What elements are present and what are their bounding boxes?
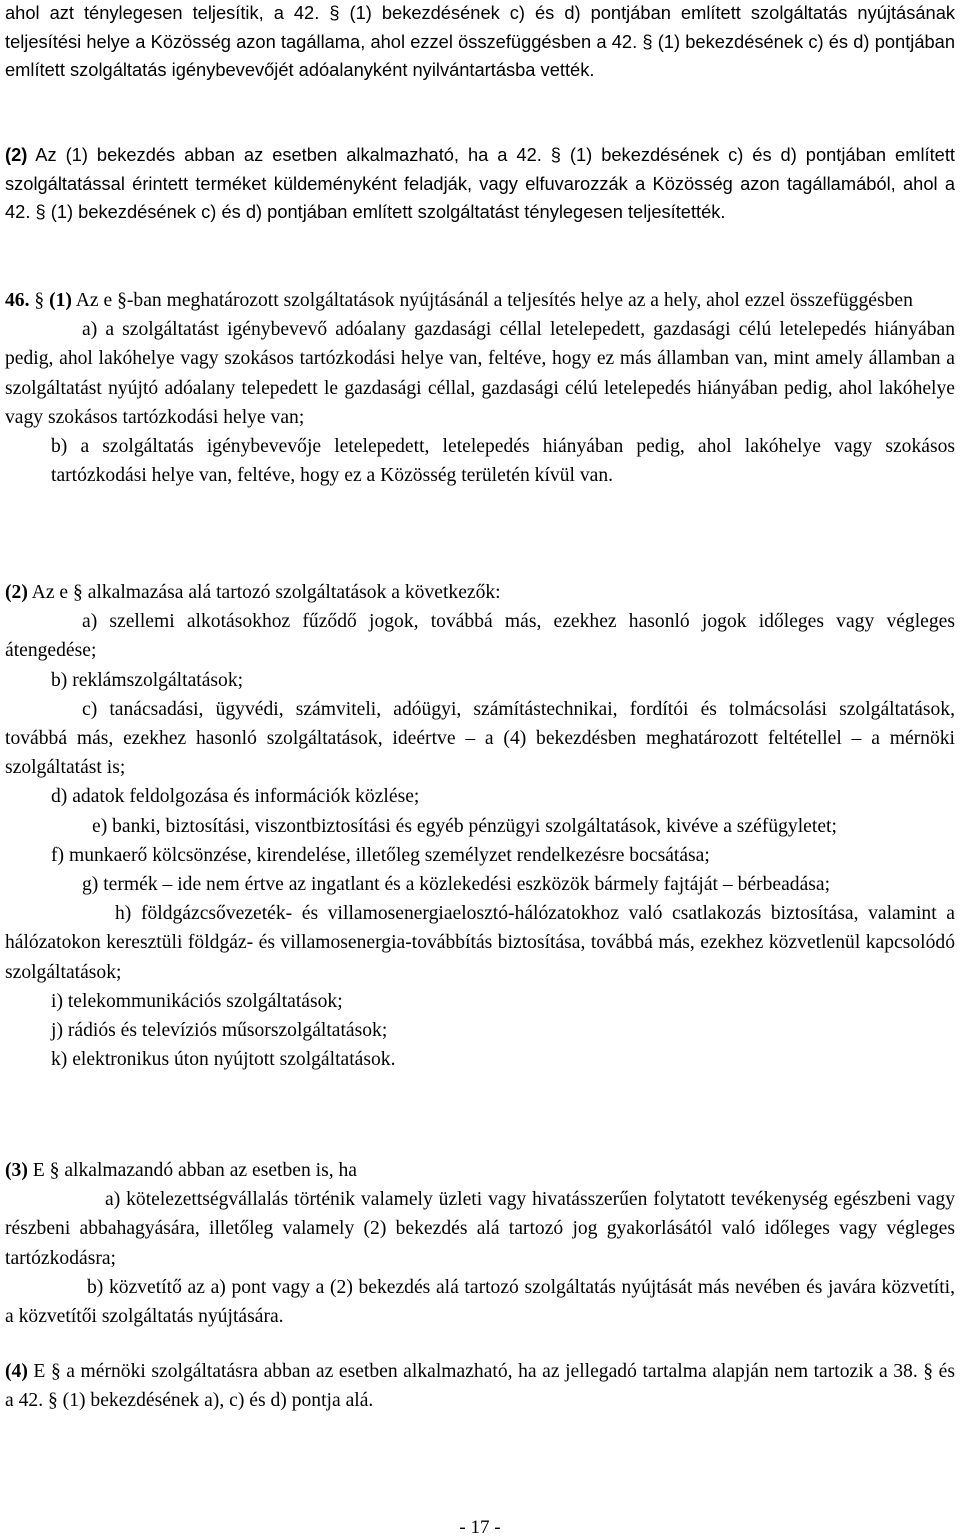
- item-c: c) tanácsadási, ügyvédi, számviteli, adóügyi, számítástechnikai, fordítói és tolmácsolási szolgáltatások, továbbá más, ezekhez hasonló szolgáltatások, ideértve – a (4) bekezdésben meghatározott feltétellel – a mérnöki szolgáltatást is;: [5, 698, 955, 779]
- section-46-subsection-1-label: (1): [49, 290, 72, 311]
- item-d: d) adatok feldolgozása és információk közlése;: [51, 786, 420, 808]
- subsection-3-text: E § alkalmazandó abban az esetben is, ha: [27, 1160, 358, 1181]
- item-j: j) rádiós és televíziós műsorszolgáltatások;: [51, 1020, 388, 1042]
- item-b: b) reklámszolgáltatások;: [51, 669, 244, 691]
- paragraph-2-label: (2): [5, 144, 28, 165]
- subsection-4: [5, 1357, 955, 1415]
- subsection-2: [5, 578, 955, 1074]
- item-h: h) földgázcsővezeték- és villamosenergiaelosztó-hálózatokhoz való csatlakozás biztosítása, valamint a hálózatokon keresztüli földgáz- és villamosenergia-továbbítás biztosítása, továbbá más, ezekhez közvetlenül kapcsolódó szolgáltatások;: [5, 903, 955, 983]
- section-46-point-b: b) a szolgáltatás igénybevevője letelepedett, letelepedés hiányában pedig, ahol lakóhelye vagy szokásos tartózkodási helye van, feltéve, hogy ez a Közösség területén kívül van.: [51, 436, 955, 487]
- section-46: 46. § (1) Az e §-ban meghatározott szolgáltatások nyújtásánál a teljesítés helye az a hely, ahol ezzel összefüggésben a) a szolgáltatást igénybevevő adóalany gazdasági céllal letelepedett, gazdasági célú letelepedés hiányában pedig, ahol lakóhelye vagy szokásos tartózkodási helye van, feltéve, hogy ez más államban van, mint amely államban a szolgáltatást nyújtó adóalany telepedett le gazdasági céllal, gazdasági célú letelepedés hiányában pedig, ahol lakóhelye vagy szokásos tartózkodási helye van; b) a szolgáltatás igénybevevője letelepedett, letelepedés hiányában pedig, ahol lakóhelye vagy szokásos tartózkodási helye van, feltéve, hogy ez a Közösség területén kívül van.: [5, 286, 955, 490]
- subsection-2-label: (2): [5, 582, 28, 603]
- section-46-subsection-1-text: Az e §-ban meghatározott szolgáltatások nyújtásánál a teljesítés helye az a hely, ahol ezzel összefüggésben: [71, 290, 913, 311]
- section-number: 46.: [5, 290, 30, 311]
- item-g: g) termék – ide nem értve az ingatlant és a közlekedési eszközök bármely fajtáját – bérbeadása;: [82, 874, 831, 896]
- intro-paragraph: [5, 0, 955, 85]
- item-e: e) banki, biztosítási, viszontbiztosítási és egyéb pénzügyi szolgáltatások, kivéve a széfügyletet;: [92, 815, 837, 837]
- intro-text: ahol azt ténylegesen teljesítik, a 42. § (1) bekezdésének c) és d) pontjában említett szolgáltatás nyújtásának teljesítési helye a Közösség azon tagállama, ahol ezzel összefüggésben a 42. § (1) bekezdésének c) és d) pontjában említett szolgáltatás igénybevevőjét adóalanyként nyilvántartásba vették.: [5, 2, 955, 80]
- page-number: - 17 -: [459, 1517, 501, 1538]
- subsection-3-label: (3): [5, 1160, 28, 1181]
- subsection-4-text: E § a mérnöki szolgáltatásra abban az esetben alkalmazható, ha az jellegadó tartalma alapján nem tartozik a 38. § és a 42. § (1) bekezdésének a), c) és d) pontja alá.: [5, 1361, 955, 1412]
- paragraph-2-text: Az (1) bekezdés abban az esetben alkalmazható, ha a 42. § (1) bekezdésének c) és d) pontjában említett szolgáltatással érintett terméket küldeményként feladják, vagy elfuvarozzák a Közösség azon tagállamából, ahol a 42. § (1) bekezdésének c) és d) pontjában említett szolgáltatást ténylegesen teljesítették.: [5, 144, 955, 222]
- item-k: k) elektronikus úton nyújtott szolgáltatások.: [51, 1049, 396, 1071]
- item-f: f) munkaerő kölcsönzése, kirendelése, illetőleg személyzet rendelkezésre bocsátása;: [51, 844, 710, 866]
- section-46-point-a: a) a szolgáltatást igénybevevő adóalany gazdasági céllal letelepedett, gazdasági célú letelepedés hiányában pedig, ahol lakóhelye vagy szokásos tartózkodási helye van, feltéve, hogy ez más államban van, mint amely államban a szolgáltatást nyújtó adóalany telepedett le gazdasági céllal, gazdasági célú letelepedés hiányában pedig, ahol lakóhelye vagy szokásos tartózkodási helye van;: [5, 319, 955, 428]
- subsection-3: [5, 1156, 955, 1331]
- paragraph-2: [5, 141, 955, 227]
- subsection-2-text: Az e § alkalmazása alá tartozó szolgáltatások a következők:: [27, 582, 501, 603]
- subsection-3-point-a: a) kötelezettségvállalás történik valamely üzleti vagy hivatásszerűen folytatott tevékenység egészbeni vagy részbeni abbahagyására, illetőleg valamely (2) bekezdés alá tartozó jog gyakorlásától való időleges vagy végleges tartózkodásra;: [5, 1189, 955, 1269]
- subsection-3-point-b: b) közvetítő az a) pont vagy a (2) bekezdés alá tartozó szolgáltatás nyújtását más nevében és javára közvetíti, a közvetítői szolgáltatás nyújtására.: [5, 1276, 955, 1328]
- item-i: i) telekommunikációs szolgáltatások;: [51, 990, 343, 1012]
- item-a: a) szellemi alkotásokhoz fűződő jogok, továbbá más, ezekhez hasonló jogok időleges vagy végleges átengedése;: [5, 611, 955, 662]
- subsection-4-label: (4): [5, 1361, 28, 1382]
